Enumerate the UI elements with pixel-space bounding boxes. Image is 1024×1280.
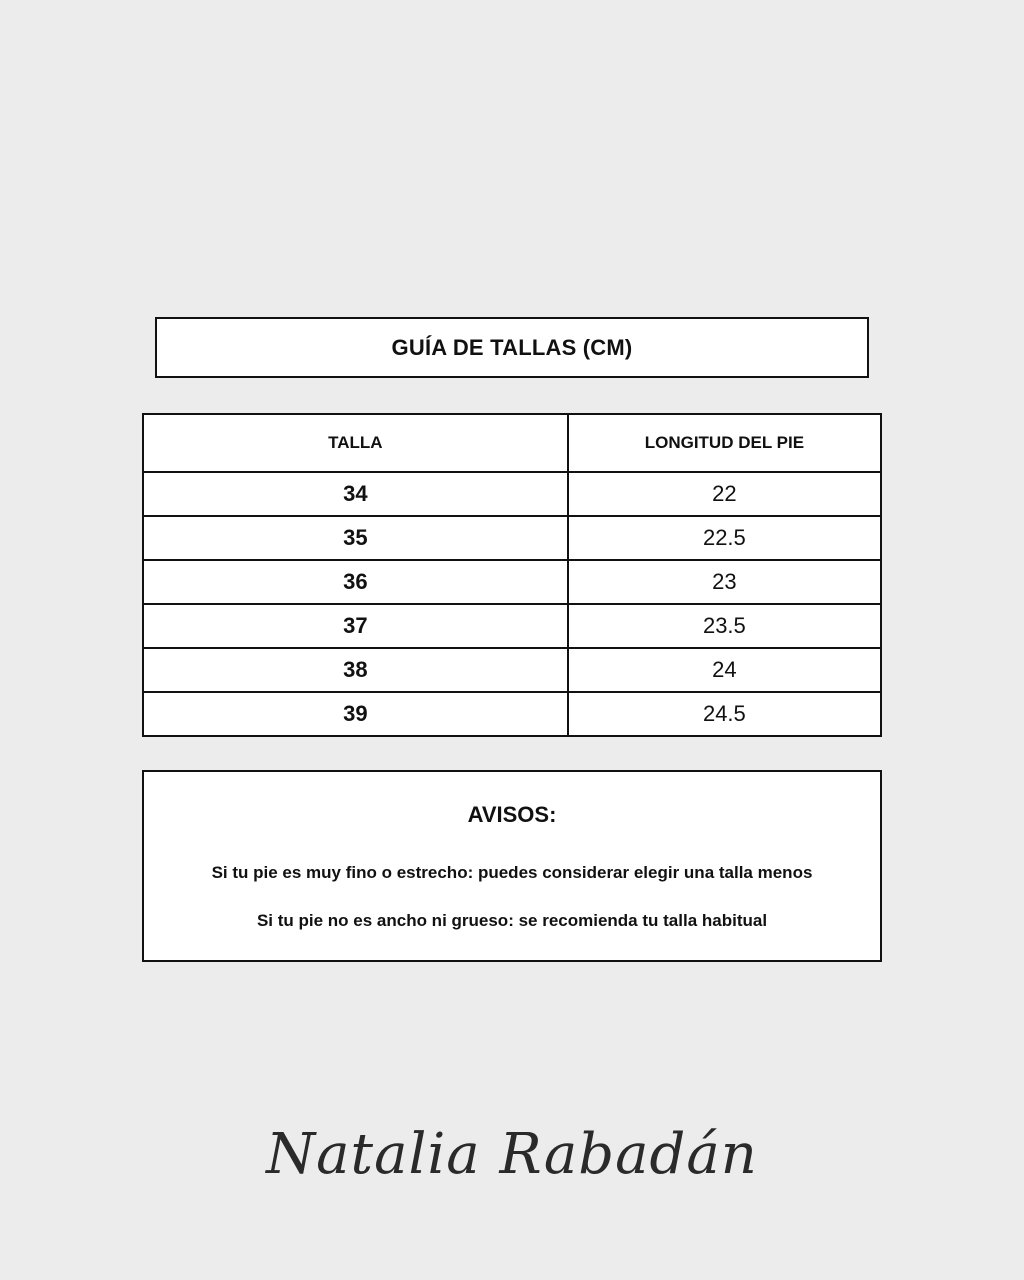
size-table [142, 413, 882, 737]
foot-length-cell: 24 [568, 648, 881, 692]
table-row [143, 516, 881, 560]
table-row [143, 604, 881, 648]
table-row [143, 648, 881, 692]
table-row [143, 472, 881, 516]
table-row [143, 560, 881, 604]
size-cell: 38 [143, 648, 568, 692]
foot-length-cell: 23 [568, 560, 881, 604]
notice-regular-foot: Si tu pie no es ancho ni grueso: se recomienda tu talla habitual [256, 911, 768, 930]
column-header-size: TALLA [143, 414, 568, 472]
size-cell: 39 [143, 692, 568, 736]
notices-box [142, 770, 882, 962]
foot-length-cell: 22 [568, 472, 881, 516]
size-cell: 37 [143, 604, 568, 648]
foot-length-cell: 22.5 [568, 516, 881, 560]
notice-narrow-foot: Si tu pie es muy fino o estrecho: puedes considerar elegir una talla menos [211, 863, 813, 882]
table-row [143, 692, 881, 736]
notices-heading: AVISOS: [467, 802, 557, 827]
foot-length-cell: 24.5 [568, 692, 881, 736]
page-title: GUÍA DE TALLAS (CM) [391, 334, 633, 360]
table-header-row [143, 414, 881, 472]
size-guide-title-box [155, 317, 869, 378]
brand-signature-logo: Natalia Rabadán [266, 1122, 758, 1187]
size-cell: 35 [143, 516, 568, 560]
size-cell: 36 [143, 560, 568, 604]
foot-length-cell: 23.5 [568, 604, 881, 648]
size-cell: 34 [143, 472, 568, 516]
column-header-foot-length: LONGITUD DEL PIE [568, 414, 881, 472]
